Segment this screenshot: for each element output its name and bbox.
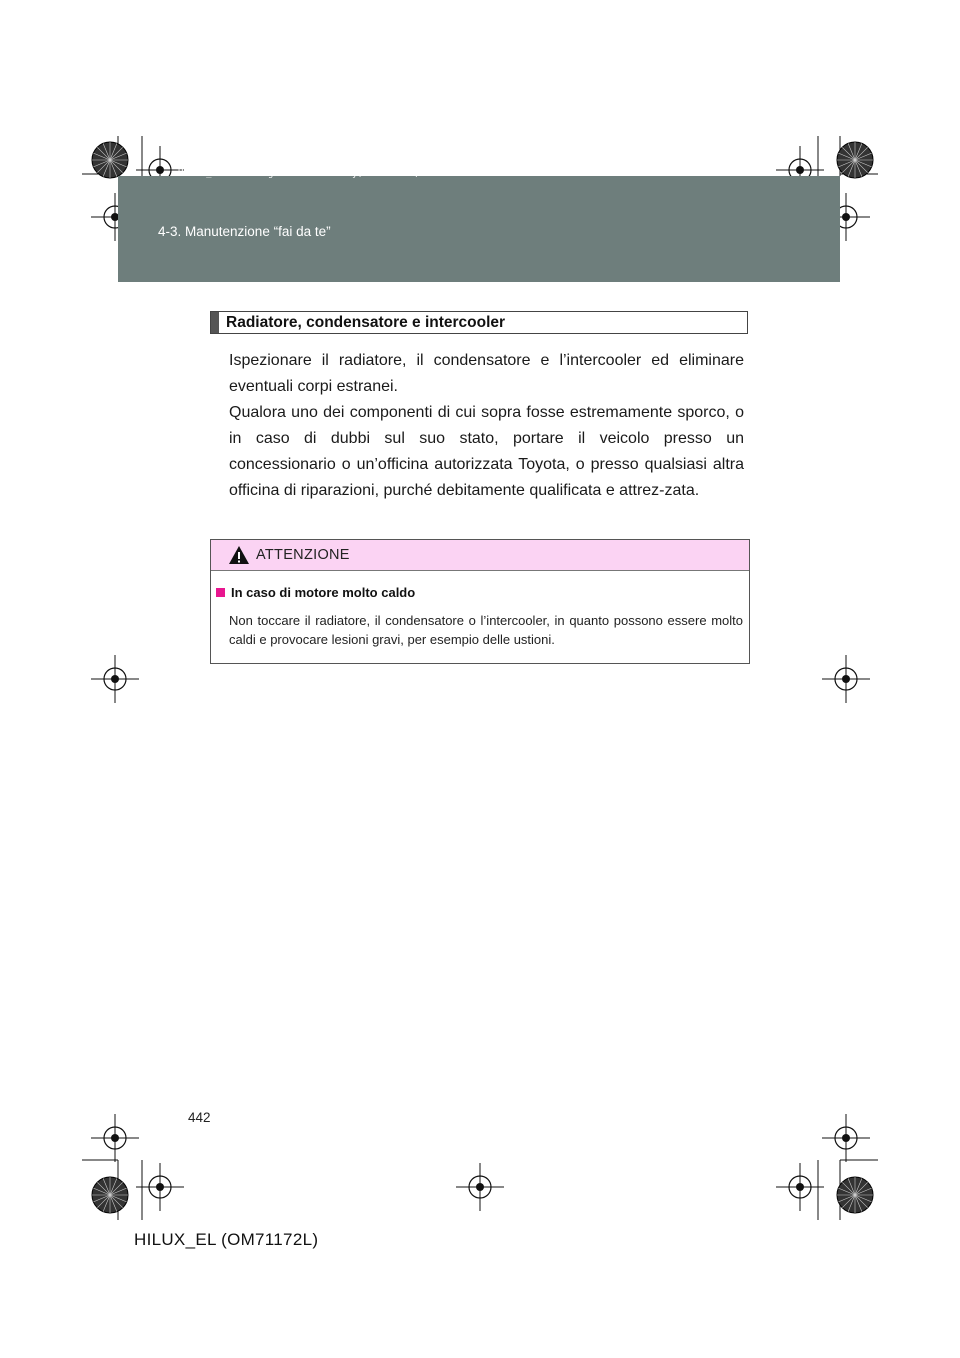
warning-subtitle bbox=[216, 585, 415, 600]
warning-triangle-icon bbox=[228, 545, 250, 570]
chapter-section-label: 4-3. Manutenzione “fai da te” bbox=[158, 224, 331, 239]
section-body bbox=[229, 348, 744, 504]
section-title-box bbox=[210, 311, 748, 334]
warning-subtitle-text: In caso di motore molto caldo bbox=[231, 585, 416, 600]
body-paragraph: Qualora uno dei componenti di cui sopra fosse estremamente sporco, o in caso di dubbi sul suo stato, portare il veicolo presso un concessionario o un’officina autorizzata Toyota, o presso qualsiasi altra officina di riparazioni, purché debitamente qualificata e attrez-zata. bbox=[229, 404, 744, 499]
warning-header bbox=[211, 540, 749, 571]
body-paragraph: Ispezionare il radiatore, il condensatore e l’intercooler ed eliminare eventuali corpi estranei. bbox=[229, 352, 744, 395]
warning-label: ATTENZIONE bbox=[256, 547, 350, 563]
document-code: HILUX_EL (OM71172L) bbox=[134, 1230, 319, 1249]
page-number: 442 bbox=[188, 1110, 211, 1125]
warning-text: Non toccare il radiatore, il condensatore o l’intercooler, in quanto possono essere molto caldi e provocare lesioni gravi, per esempio delle ustioni. bbox=[229, 613, 743, 647]
bullet-square-icon bbox=[216, 588, 225, 597]
section-title-bar bbox=[211, 312, 219, 333]
warning-box bbox=[210, 539, 750, 664]
section-title: Radiatore, condensatore e intercooler bbox=[226, 314, 506, 331]
print-stamp: HILUX_EL.book Page 442 Wednesday, March 23, 2011 3:30 PM bbox=[178, 169, 493, 179]
